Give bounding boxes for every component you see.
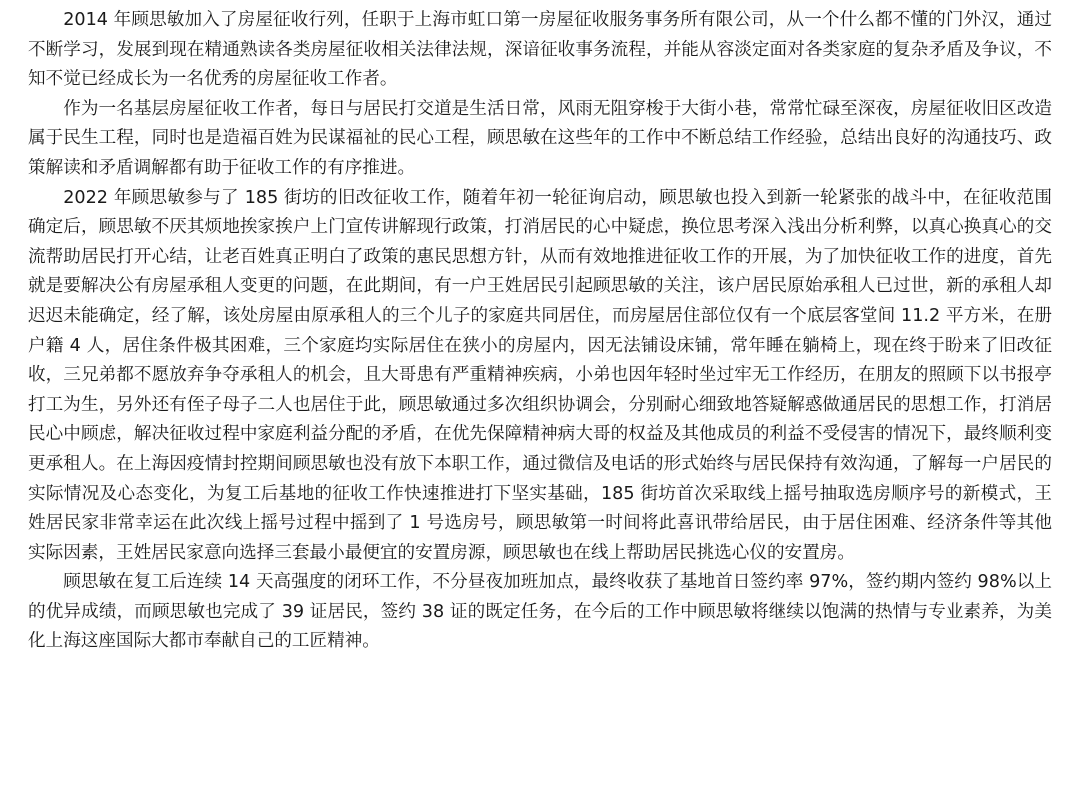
article-paragraph-4: 顾思敏在复工后连续 14 天高强度的闭环工作，不分昼夜加班加点，最终收获了基地首日签约率 97%，签约期内签约 98%以上的优异成绩，而顾思敏也完成了 39 证居民，签约 38 证的既定任务，在今后的工作中顾思敏将继续以饱满的热情与专业素养，为美化上海这座国际大都市奉献自己的工匠精神。 <box>28 572 1052 652</box>
article-paragraph-1: 2014 年顾思敏加入了房屋征收行列，任职于上海市虹口第一房屋征收服务事务所有限公司，从一个什么都不懂的门外汉，通过不断学习，发展到现在精通熟读各类房屋征收相关法律法规，深谙征收事务流程，并能从容淡定面对各类家庭的复杂矛盾及争议，不知不觉已经成长为一名优秀的房屋征收工作者。 <box>28 10 1052 90</box>
article-paragraph-3: 2022 年顾思敏参与了 185 街坊的旧改征收工作，随着年初一轮征询启动，顾思敏也投入到新一轮紧张的战斗中，在征收范围确定后，顾思敏不厌其烦地挨家挨户上门宣传讲解现行政策，打消居民的心中疑虑，换位思考深入浅出分析利弊，以真心换真心的交流帮助居民打开心结，让老百姓真正明白了政策的惠民思想方针，从而有效地推进征收工作的开展，为了加快征收工作的进度，首先就是要解决公有房屋承租人变更的问题，在此期间，有一户王姓居民引起顾思敏的关注，该户居民原始承租人已过世，新的承租人却迟迟未能确定，经了解，该处房屋由原承租人的三个儿子的家庭共同居住，而房屋居住部位仅有一个底层客堂间 11.2 平方米，在册户籍 4 人，居住条件极其困难，三个家庭均实际居住在狭小的房屋内，因无法铺设床铺，常年睡在躺椅上，现在终于盼来了旧改征收，三兄弟都不愿放弃争夺承租人的机会，且大哥患有严重精神疾病，小弟也因年轻时坐过牢无工作经历，在朋友的照顾下以书报亭打工为生，另外还有侄子母子二人也居住于此，顾思敏通过多次组织协调会，分别耐心细致地答疑解惑做通居民的思想工作，打消居民心中顾虑，解决征收过程中家庭利益分配的矛盾，在优先保障精神病大哥的权益及其他成员的利益不受侵害的情况下，最终顺利变更承租人。在上海因疫情封控期间顾思敏也没有放下本职工作，通过微信及电话的形式始终与居民保持有效沟通，了解每一户居民的实际情况及心态变化，为复工后基地的征收工作快速推进打下坚实基础，185 街坊首次采取线上摇号抽取选房顺序号的新模式，王姓居民家非常幸运在此次线上摇号过程中摇到了 1 号选房号，顾思敏第一时间将此喜讯带给居民，由于居住困难、经济条件等其他实际因素，王姓居民家意向选择三套最小最便宜的安置房源，顾思敏也在线上帮助居民挑选心仪的安置房。 <box>28 187 1052 563</box>
article-paragraph-2: 作为一名基层房屋征收工作者，每日与居民打交道是生活日常，风雨无阻穿梭于大街小巷，常常忙碌至深夜，房屋征收旧区改造属于民生工程，同时也是造福百姓为民谋福祉的民心工程，顾思敏在这些年的工作中不断总结工作经验，总结出良好的沟通技巧、政策解读和矛盾调解都有助于征收工作的有序推进。 <box>28 98 1052 178</box>
